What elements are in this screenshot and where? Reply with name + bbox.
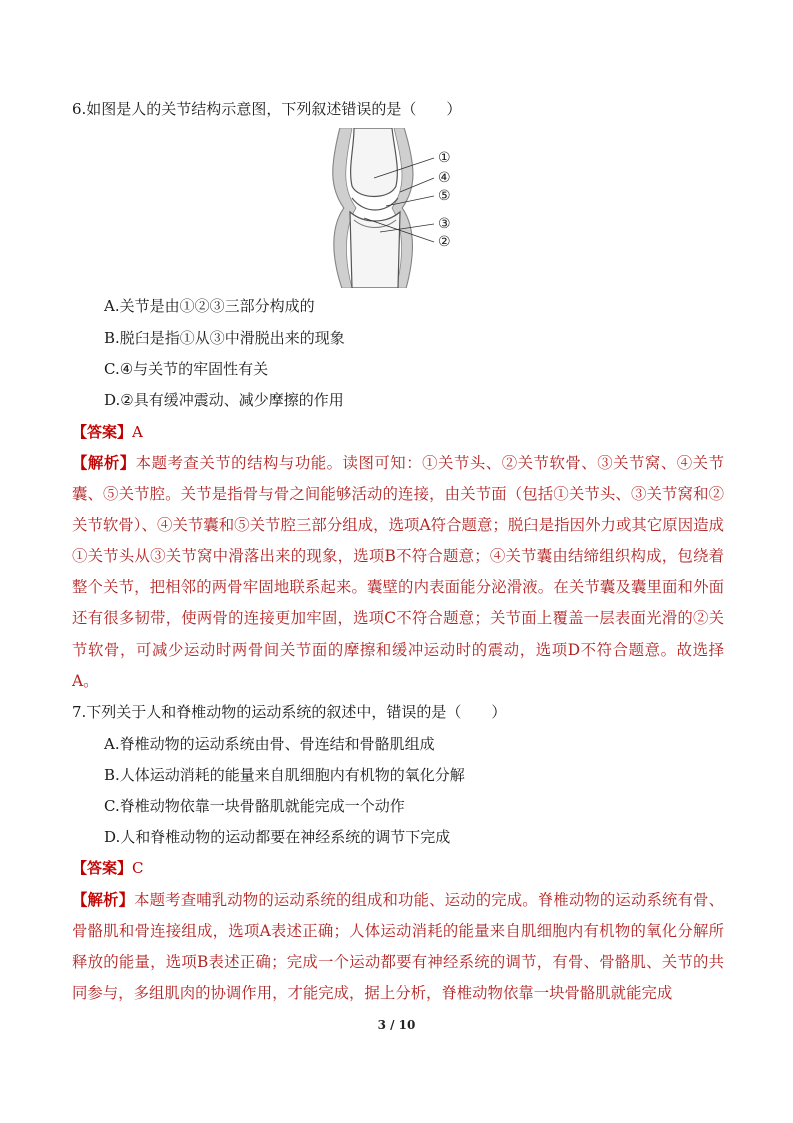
- figure-label-1: ①: [438, 150, 451, 166]
- answer-tag: 【答案】: [72, 859, 133, 877]
- figure-label-5: ⑤: [438, 188, 451, 204]
- figure-label-3: ③: [438, 216, 451, 232]
- page-number: 3 / 10: [377, 1018, 416, 1032]
- analysis-tag: 【解析】: [72, 454, 136, 472]
- question-7-option-c: C.脊椎动物依靠一块骨骼肌就能完成一个动作: [104, 797, 405, 815]
- question-6-stem: 6.如图是人的关节结构示意图，下列叙述错误的是（ ）: [72, 100, 462, 118]
- question-7-answer: [72, 858, 144, 878]
- question-6-answer: [72, 422, 143, 442]
- question-7-stem: 7.下列关于人和脊椎动物的运动系统的叙述中，错误的是（ ）: [72, 703, 507, 721]
- figure-label-4: ④: [438, 170, 451, 186]
- analysis-text: 本题考查关节的结构与功能。读图可知：①关节头、②关节软骨、③关节窝、④关节囊、⑤关节腔。关节是指骨与骨之间能够活动的连接，由关节面（包括①关节头、③关节窝和②关节软骨）、④关节囊和⑤关节腔三部分组成，选项A符合题意；脱臼是指因外力或其它原因造成①关节头从③关节窝中滑落出来的现象，选项B不符合题意；④关节囊由结缔组织构成，包绕着整个关节，把相邻的两骨牢固地联系起来。囊壁的内表面能分泌滑液。在关节囊及囊里面和外面还有很多韧带，使两骨的连接更加牢固，选项C不符合题意；关节面上覆盖一层表面光滑的②关节软骨，可减少运动时两骨间关节面的摩擦和缓冲运动时的震动，选项D不符合题意。故选择A。: [72, 454, 724, 690]
- question-7-option-a: A.脊椎动物的运动系统由骨、骨连结和骨骼肌组成: [104, 735, 435, 753]
- question-6-analysis: [72, 448, 724, 697]
- answer-value: A: [132, 423, 143, 441]
- question-6-option-b: B.脱臼是指①从③中滑脱出来的现象: [104, 329, 345, 347]
- figure-label-2: ②: [438, 234, 451, 250]
- answer-value: C: [132, 859, 144, 877]
- answer-tag: 【答案】: [72, 423, 133, 441]
- analysis-tag: 【解析】: [72, 891, 135, 909]
- question-6-option-c: C.④与关节的牢固性有关: [104, 360, 269, 378]
- question-7-option-d: D.人和脊椎动物的运动都要在神经系统的调节下完成: [104, 828, 451, 846]
- question-6-option-a: A.关节是由①②③三部分构成的: [104, 297, 315, 315]
- question-6-option-d: D.②具有缓冲震动、减少摩擦的作用: [104, 391, 344, 409]
- question-7-analysis: [72, 885, 724, 1009]
- joint-structure-diagram: [320, 128, 460, 288]
- question-7-option-b: B.人体运动消耗的能量来自肌细胞内有机物的氧化分解: [104, 766, 465, 784]
- analysis-text: 本题考查哺乳动物的运动系统的组成和功能、运动的完成。脊椎动物的运动系统有骨、骨骼肌和骨连接组成，选项A表述正确；人体运动消耗的能量来自肌细胞内有机物的氧化分解所释放的能量，选项B表述正确；完成一个运动都要有神经系统的调节，有骨、骨骼肌、关节的共同参与，多组肌肉的协调作用，才能完成，据上分析，脊椎动物依靠一块骨骼肌就能完成: [72, 891, 724, 1003]
